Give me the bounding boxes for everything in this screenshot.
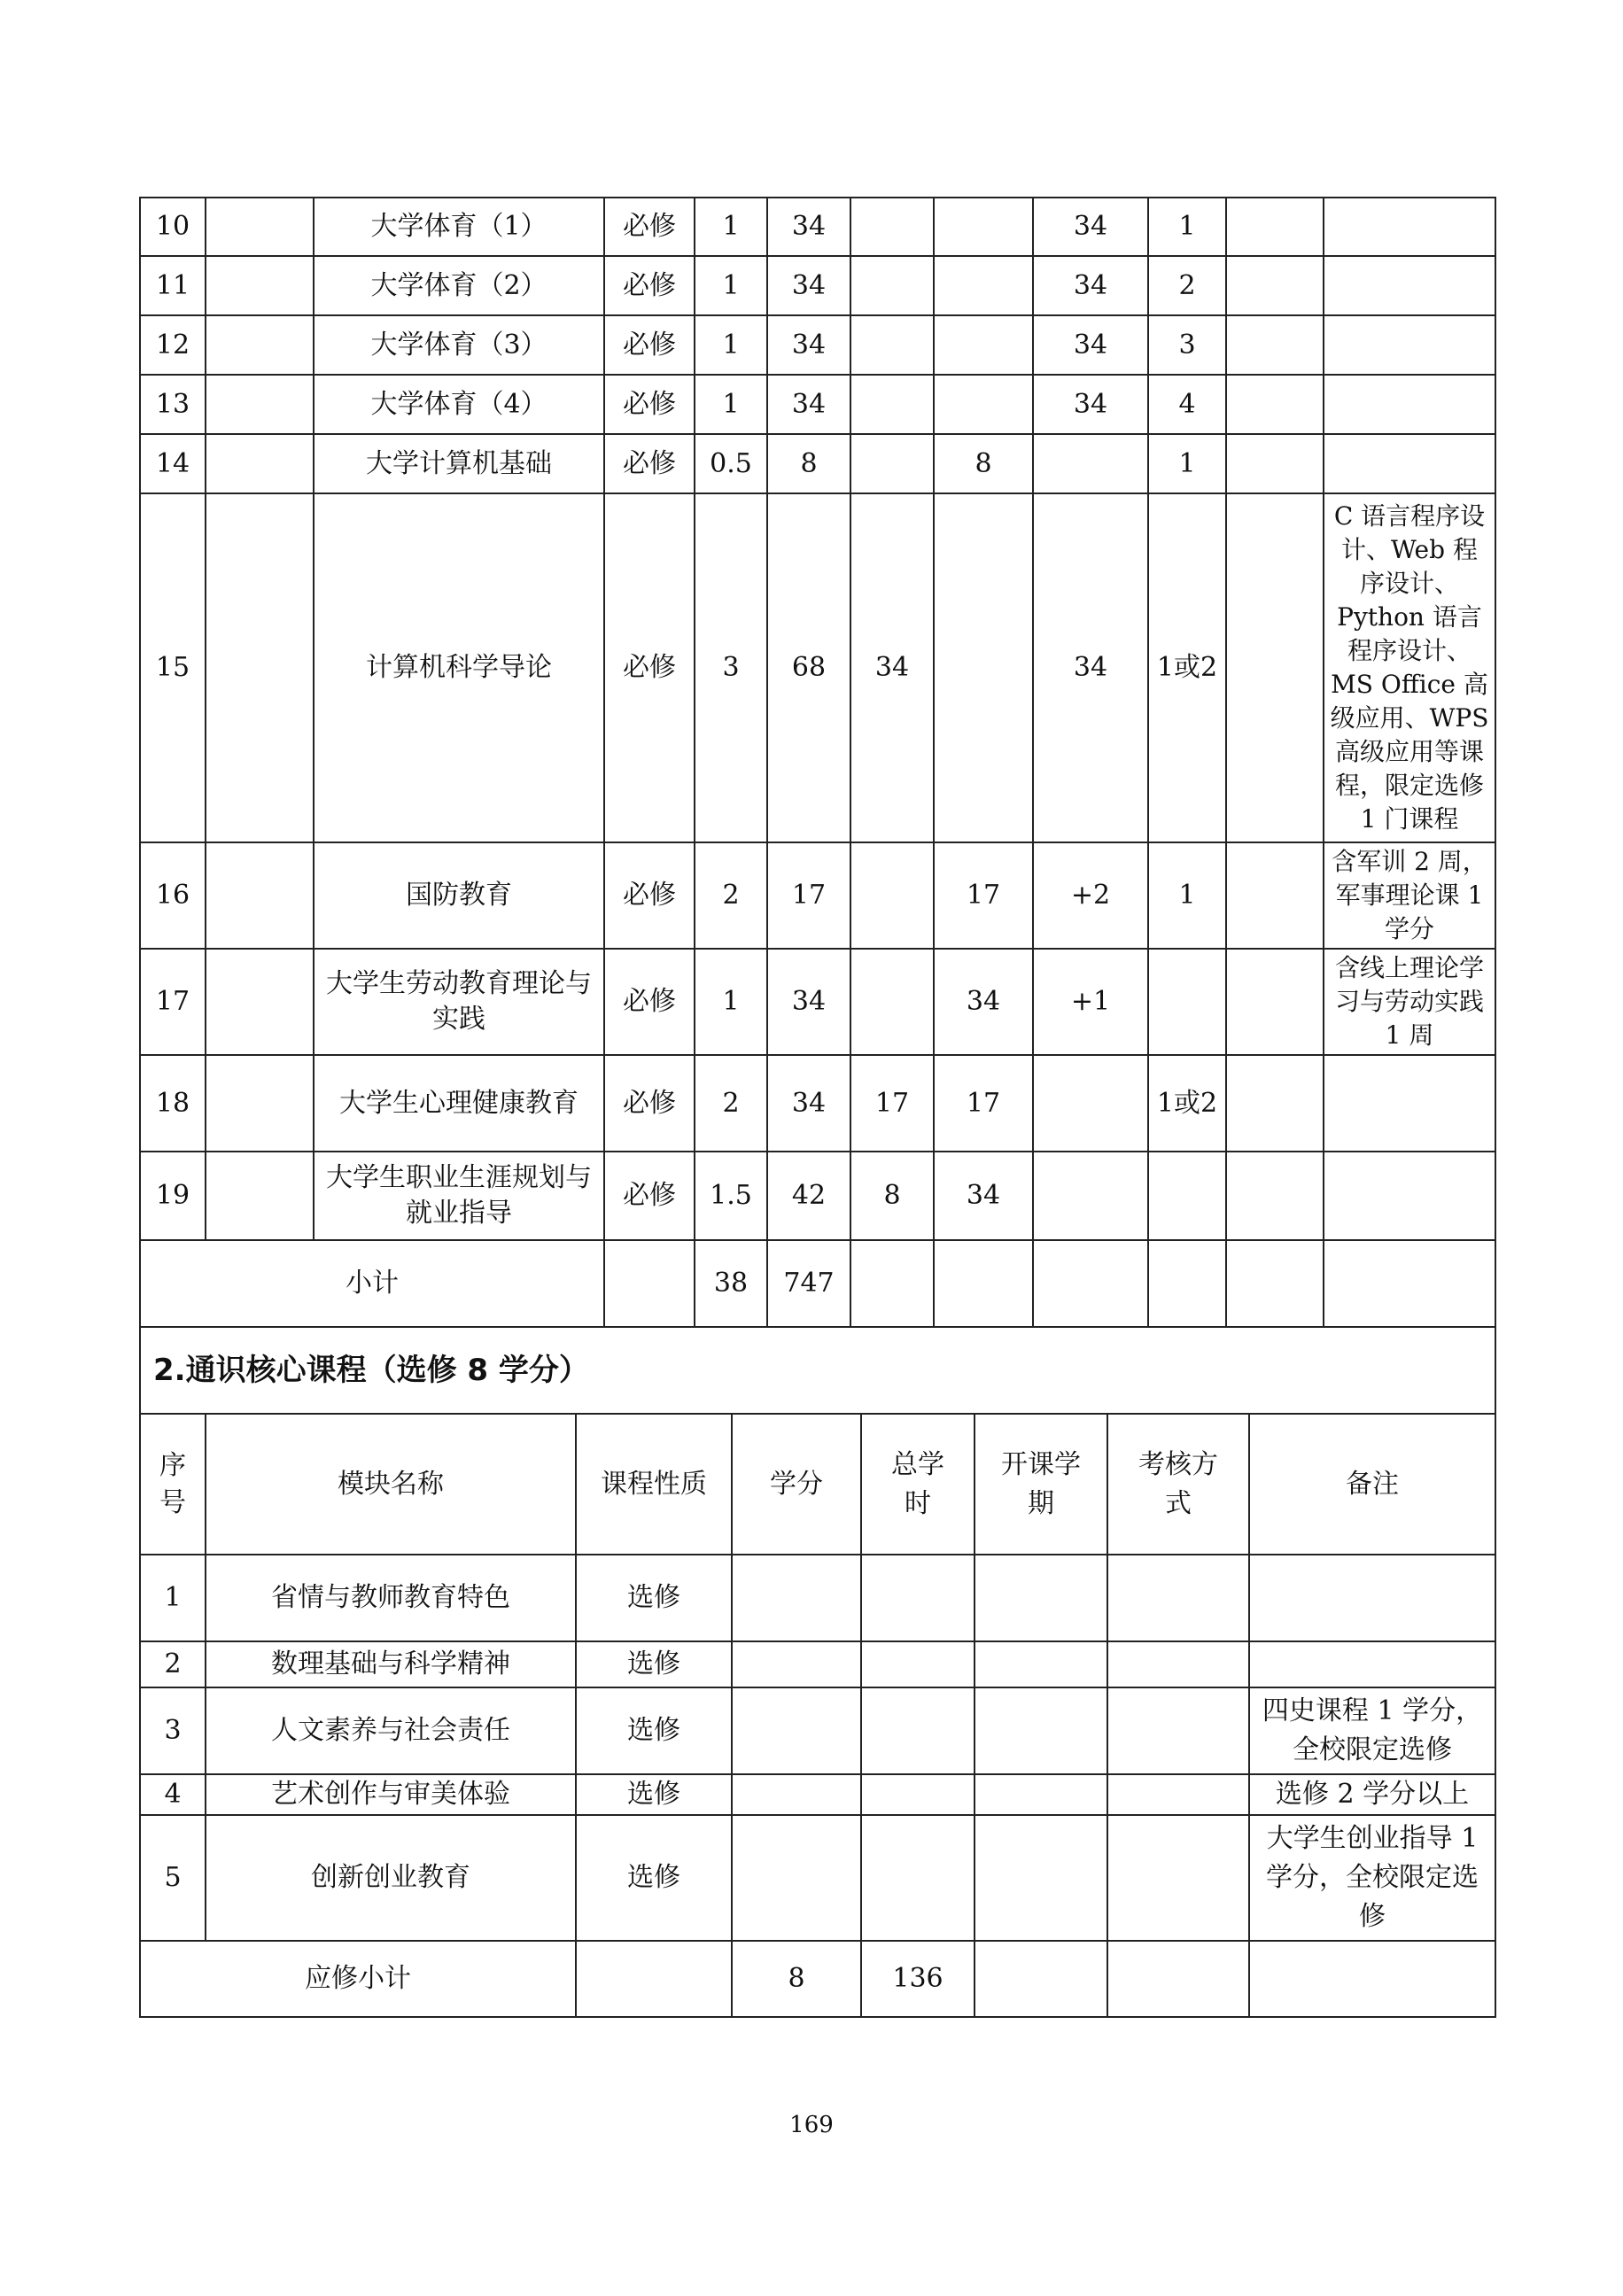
- course-type: 必修: [604, 434, 695, 493]
- course-credit: 2: [695, 842, 767, 949]
- course-name: 大学计算机基础: [314, 434, 604, 493]
- header-exam-text: 考核方式: [1138, 1448, 1218, 1519]
- course-exam: [1226, 256, 1324, 315]
- module-cell: [206, 1152, 314, 1240]
- hours-col-2: [934, 375, 1033, 434]
- course-note: [1324, 434, 1495, 493]
- curriculum-page: [139, 197, 1495, 2018]
- table-row: [140, 315, 1495, 375]
- course-credit: 1.5: [695, 1152, 767, 1240]
- header-hours: [861, 1415, 975, 1555]
- module-no: 1: [140, 1555, 206, 1641]
- section-heading-row: [140, 1327, 1495, 1414]
- course-credit: 1: [695, 949, 767, 1055]
- subtotal-type: [604, 1240, 695, 1327]
- course-exam: [1226, 434, 1324, 493]
- course-exam: [1226, 375, 1324, 434]
- course-note: 含军训 2 周，军事理论课 1 学分: [1324, 842, 1495, 949]
- course-note: 含线上理论学习与劳动实践 1 周: [1324, 949, 1495, 1055]
- module-no: 3: [140, 1687, 206, 1774]
- course-type: 必修: [604, 842, 695, 949]
- hours-col-2: 17: [934, 842, 1033, 949]
- table-row: [140, 1641, 1495, 1687]
- table-row: [140, 1555, 1495, 1641]
- module-type: 选修: [576, 1815, 732, 1941]
- course-type: 必修: [604, 198, 695, 256]
- table-row: [140, 1055, 1495, 1152]
- subtotal-credit: 8: [732, 1941, 861, 2017]
- hours-col-1: 8: [850, 1152, 934, 1240]
- module-note: 大学生创业指导 1 学分，全校限定选修: [1249, 1815, 1495, 1941]
- module-cell: [206, 256, 314, 315]
- module-note: 选修 2 学分以上: [1249, 1774, 1495, 1815]
- hours-col-1: [850, 842, 934, 949]
- hours-col-3: +2: [1033, 842, 1148, 949]
- course-hours: 68: [767, 493, 850, 842]
- subtotal-row: [140, 1941, 1495, 2017]
- subtotal-hours: 136: [861, 1941, 975, 2017]
- course-hours: 34: [767, 1055, 850, 1152]
- course-name: 大学体育（4）: [314, 375, 604, 434]
- core-courses-table: [139, 1415, 1496, 2018]
- header-semester-text: 开课学期: [1001, 1448, 1081, 1519]
- course-no: 17: [140, 949, 206, 1055]
- course-no: 11: [140, 256, 206, 315]
- course-note: [1324, 256, 1495, 315]
- hours-col-1: [850, 949, 934, 1055]
- course-credit: 3: [695, 493, 767, 842]
- course-hours: 42: [767, 1152, 850, 1240]
- course-type: 必修: [604, 315, 695, 375]
- module-note: [1249, 1555, 1495, 1641]
- hours-col-2: 17: [934, 1055, 1033, 1152]
- header-note: 备注: [1249, 1415, 1495, 1555]
- hours-col-3: [1033, 1152, 1148, 1240]
- course-semester: 2: [1148, 256, 1226, 315]
- hours-col-3: [1033, 1055, 1148, 1152]
- header-module: 模块名称: [206, 1415, 576, 1555]
- course-exam: [1226, 493, 1324, 842]
- hours-col-2: [934, 315, 1033, 375]
- hours-col-1: [850, 315, 934, 375]
- header-no: [140, 1415, 206, 1555]
- hours-col-1: [850, 198, 934, 256]
- subtotal-label: 小计: [140, 1240, 604, 1327]
- table-row: [140, 1815, 1495, 1941]
- course-type: 必修: [604, 493, 695, 842]
- hours-col-2: 34: [934, 949, 1033, 1055]
- course-semester: [1148, 1152, 1226, 1240]
- course-name: 大学体育（1）: [314, 198, 604, 256]
- module-name: 创新创业教育: [206, 1815, 576, 1941]
- course-hours: 34: [767, 198, 850, 256]
- course-type: 必修: [604, 375, 695, 434]
- header-no-text: 序号: [159, 1449, 186, 1518]
- module-name: 数理基础与科学精神: [206, 1641, 576, 1687]
- course-note: [1324, 315, 1495, 375]
- hours-col-3: 34: [1033, 256, 1148, 315]
- module-cell: [206, 1055, 314, 1152]
- course-semester: 1或2: [1148, 1055, 1226, 1152]
- table-row: [140, 1687, 1495, 1774]
- course-credit: 1: [695, 375, 767, 434]
- hours-col-1: [850, 434, 934, 493]
- table-row: [140, 198, 1495, 256]
- module-type: 选修: [576, 1687, 732, 1774]
- hours-col-3: 34: [1033, 375, 1148, 434]
- module-cell: [206, 842, 314, 949]
- course-semester: 1: [1148, 842, 1226, 949]
- module-name: 省情与教师教育特色: [206, 1555, 576, 1641]
- section-title: 2.通识核心课程（选修 8 学分）: [140, 1327, 1495, 1414]
- course-semester: 1或2: [1148, 493, 1226, 842]
- table-row: [140, 434, 1495, 493]
- course-exam: [1226, 1152, 1324, 1240]
- course-credit: 1: [695, 315, 767, 375]
- module-note: 四史课程 1 学分，全校限定选修: [1249, 1687, 1495, 1774]
- hours-col-3: +1: [1033, 949, 1148, 1055]
- course-note: [1324, 1055, 1495, 1152]
- table-row: [140, 493, 1495, 842]
- course-name: 计算机科学导论: [314, 493, 604, 842]
- module-cell: [206, 375, 314, 434]
- header-hours-text: 总学时: [891, 1448, 944, 1519]
- course-hours: 34: [767, 256, 850, 315]
- subtotal-hours: 747: [767, 1240, 850, 1327]
- course-semester: 1: [1148, 198, 1226, 256]
- course-name: 大学生心理健康教育: [314, 1055, 604, 1152]
- hours-col-2: [934, 256, 1033, 315]
- course-credit: 2: [695, 1055, 767, 1152]
- hours-col-1: [850, 256, 934, 315]
- course-no: 14: [140, 434, 206, 493]
- course-type: 必修: [604, 1152, 695, 1240]
- module-no: 5: [140, 1815, 206, 1941]
- hours-col-1: 17: [850, 1055, 934, 1152]
- hours-col-1: [850, 375, 934, 434]
- table-row: [140, 1152, 1495, 1240]
- hours-col-1: 34: [850, 493, 934, 842]
- hours-col-2: 8: [934, 434, 1033, 493]
- header-semester: [975, 1415, 1107, 1555]
- course-no: 10: [140, 198, 206, 256]
- course-exam: [1226, 842, 1324, 949]
- course-semester: 3: [1148, 315, 1226, 375]
- course-hours: 8: [767, 434, 850, 493]
- module-cell: [206, 315, 314, 375]
- module-cell: [206, 198, 314, 256]
- course-type: 必修: [604, 256, 695, 315]
- hours-col-2: [934, 198, 1033, 256]
- hours-col-3: 34: [1033, 315, 1148, 375]
- course-name: 大学体育（2）: [314, 256, 604, 315]
- hours-col-3: [1033, 434, 1148, 493]
- course-name: 大学体育（3）: [314, 315, 604, 375]
- course-note: [1324, 198, 1495, 256]
- course-name: 大学生职业生涯规划与就业指导: [314, 1152, 604, 1240]
- module-name: 艺术创作与审美体验: [206, 1774, 576, 1815]
- course-hours: 34: [767, 949, 850, 1055]
- course-credit: 0.5: [695, 434, 767, 493]
- course-exam: [1226, 198, 1324, 256]
- hours-col-2: [934, 493, 1033, 842]
- module-type: 选修: [576, 1641, 732, 1687]
- header-type: 课程性质: [576, 1415, 732, 1555]
- module-name: 人文素养与社会责任: [206, 1687, 576, 1774]
- table-row: [140, 1774, 1495, 1815]
- table-row: [140, 949, 1495, 1055]
- table-row: [140, 256, 1495, 315]
- course-semester: 1: [1148, 434, 1226, 493]
- module-type: 选修: [576, 1555, 732, 1641]
- course-no: 19: [140, 1152, 206, 1240]
- course-name: 大学生劳动教育理论与实践: [314, 949, 604, 1055]
- module-cell: [206, 493, 314, 842]
- course-hours: 34: [767, 315, 850, 375]
- course-no: 18: [140, 1055, 206, 1152]
- module-no: 4: [140, 1774, 206, 1815]
- subtotal-credit: 38: [695, 1240, 767, 1327]
- course-note: [1324, 1152, 1495, 1240]
- hours-col-3: 34: [1033, 493, 1148, 842]
- course-exam: [1226, 949, 1324, 1055]
- course-no: 12: [140, 315, 206, 375]
- page-number: 169: [789, 2112, 834, 2138]
- header-credit: 学分: [732, 1415, 861, 1555]
- module-type: 选修: [576, 1774, 732, 1815]
- course-hours: 17: [767, 842, 850, 949]
- course-semester: 4: [1148, 375, 1226, 434]
- subtotal-label: 应修小计: [140, 1941, 576, 2017]
- required-courses-table: [139, 197, 1496, 1415]
- course-hours: 34: [767, 375, 850, 434]
- course-type: 必修: [604, 1055, 695, 1152]
- course-no: 16: [140, 842, 206, 949]
- hours-col-2: 34: [934, 1152, 1033, 1240]
- course-name: 国防教育: [314, 842, 604, 949]
- course-no: 13: [140, 375, 206, 434]
- course-note: C 语言程序设计、Web 程序设计、Python 语言程序设计、MS Office 高级应用、WPS 高级应用等课程，限定选修 1 门课程: [1324, 493, 1495, 842]
- course-type: 必修: [604, 949, 695, 1055]
- header-exam: [1107, 1415, 1249, 1555]
- table-row: [140, 375, 1495, 434]
- course-no: 15: [140, 493, 206, 842]
- subtotal-row: [140, 1240, 1495, 1327]
- hours-col-3: 34: [1033, 198, 1148, 256]
- course-credit: 1: [695, 198, 767, 256]
- course-exam: [1226, 315, 1324, 375]
- module-note: [1249, 1641, 1495, 1687]
- table-row: [140, 842, 1495, 949]
- module-no: 2: [140, 1641, 206, 1687]
- course-semester: [1148, 949, 1226, 1055]
- header-row: [140, 1415, 1495, 1555]
- course-credit: 1: [695, 256, 767, 315]
- course-note: [1324, 375, 1495, 434]
- module-cell: [206, 434, 314, 493]
- course-exam: [1226, 1055, 1324, 1152]
- module-cell: [206, 949, 314, 1055]
